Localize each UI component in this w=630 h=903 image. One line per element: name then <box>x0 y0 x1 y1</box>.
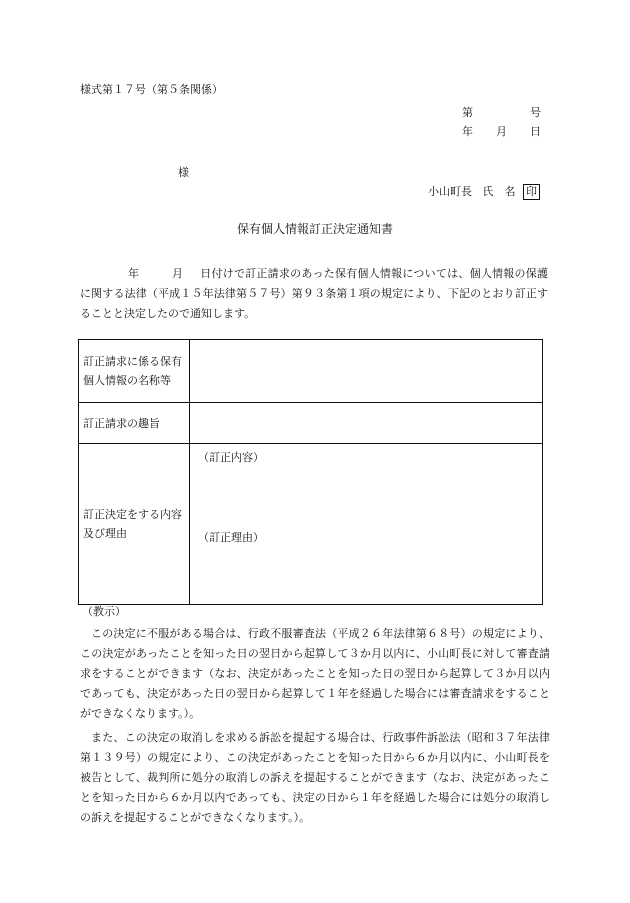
row2-label: 訂正請求の趣旨 <box>79 403 190 444</box>
issuer-name-label: 氏 名 <box>482 185 516 198</box>
row3-label: 訂正決定をする内容及び理由 <box>79 444 190 605</box>
seal-mark: 印 <box>523 184 540 200</box>
form-number: 様式第１７号（第５条関係） <box>80 83 223 96</box>
number-label: 第 <box>462 106 473 119</box>
number-suffix: 号 <box>530 106 541 119</box>
issuer-title: 小山町長 <box>428 185 472 198</box>
row3-value <box>190 444 543 605</box>
document-number <box>462 107 541 118</box>
body-paragraph <box>80 264 548 324</box>
date-month-label: 月 <box>496 125 507 138</box>
issuer <box>428 184 540 200</box>
table-row <box>79 403 543 444</box>
date-year-label: 年 <box>462 125 473 138</box>
body-date-year: 年 <box>128 267 139 280</box>
body-date-month: 月 <box>172 267 183 280</box>
correction-content-label: （訂正内容） <box>198 451 264 464</box>
row2-value <box>190 403 543 444</box>
notice-paragraph-2: また、この決定の取消しを求める訴訟を提起する場合は、行政事件訴訟法（昭和３７年法律第１３９号）の規定により、この決定があったことを知った日から６か月以内に、小山町長を被告として、裁判所に処分の取消しの訴えを提起することができます（なお、決定があったことを知った日から６か月以内であっても、決定の日から１年を経過した場合には処分の取消しの訴えを提起することができなくなります。）。 <box>80 731 550 824</box>
row1-value <box>190 340 543 403</box>
row1-label: 訂正請求に係る保有個人情報の名称等 <box>79 340 190 403</box>
document-title: 保有個人情報訂正決定通知書 <box>236 222 393 236</box>
document-date <box>462 126 541 137</box>
table-row <box>79 444 543 605</box>
date-day-label: 日 <box>530 125 541 138</box>
body-text: 日付けで訂正請求のあった保有個人情報については、個人情報の保護に関する法律（平成１５年法律第５７号）第９３条第１項の規定により、下記のとおり訂正することと決定したので通知します。 <box>80 267 548 320</box>
notice-heading: （教示） <box>82 605 126 618</box>
correction-reason-label: （訂正理由） <box>198 531 264 544</box>
information-table <box>78 339 543 605</box>
notice-paragraph-1: この決定に不服がある場合は、行政不服審査法（平成２６年法律第６８号）の規定により、この決定があったことを知った日の翌日から起算して３か月以内に、小山町長に対して審査請求をすることができます（なお、決定があったことを知った日の翌日から起算して３か月以内であっても、決定があった日の翌日から起算して１年を経過した場合には審査請求をすることができなくなります。）。 <box>80 627 550 720</box>
table-row <box>79 340 543 403</box>
addressee-suffix: 様 <box>178 166 189 179</box>
